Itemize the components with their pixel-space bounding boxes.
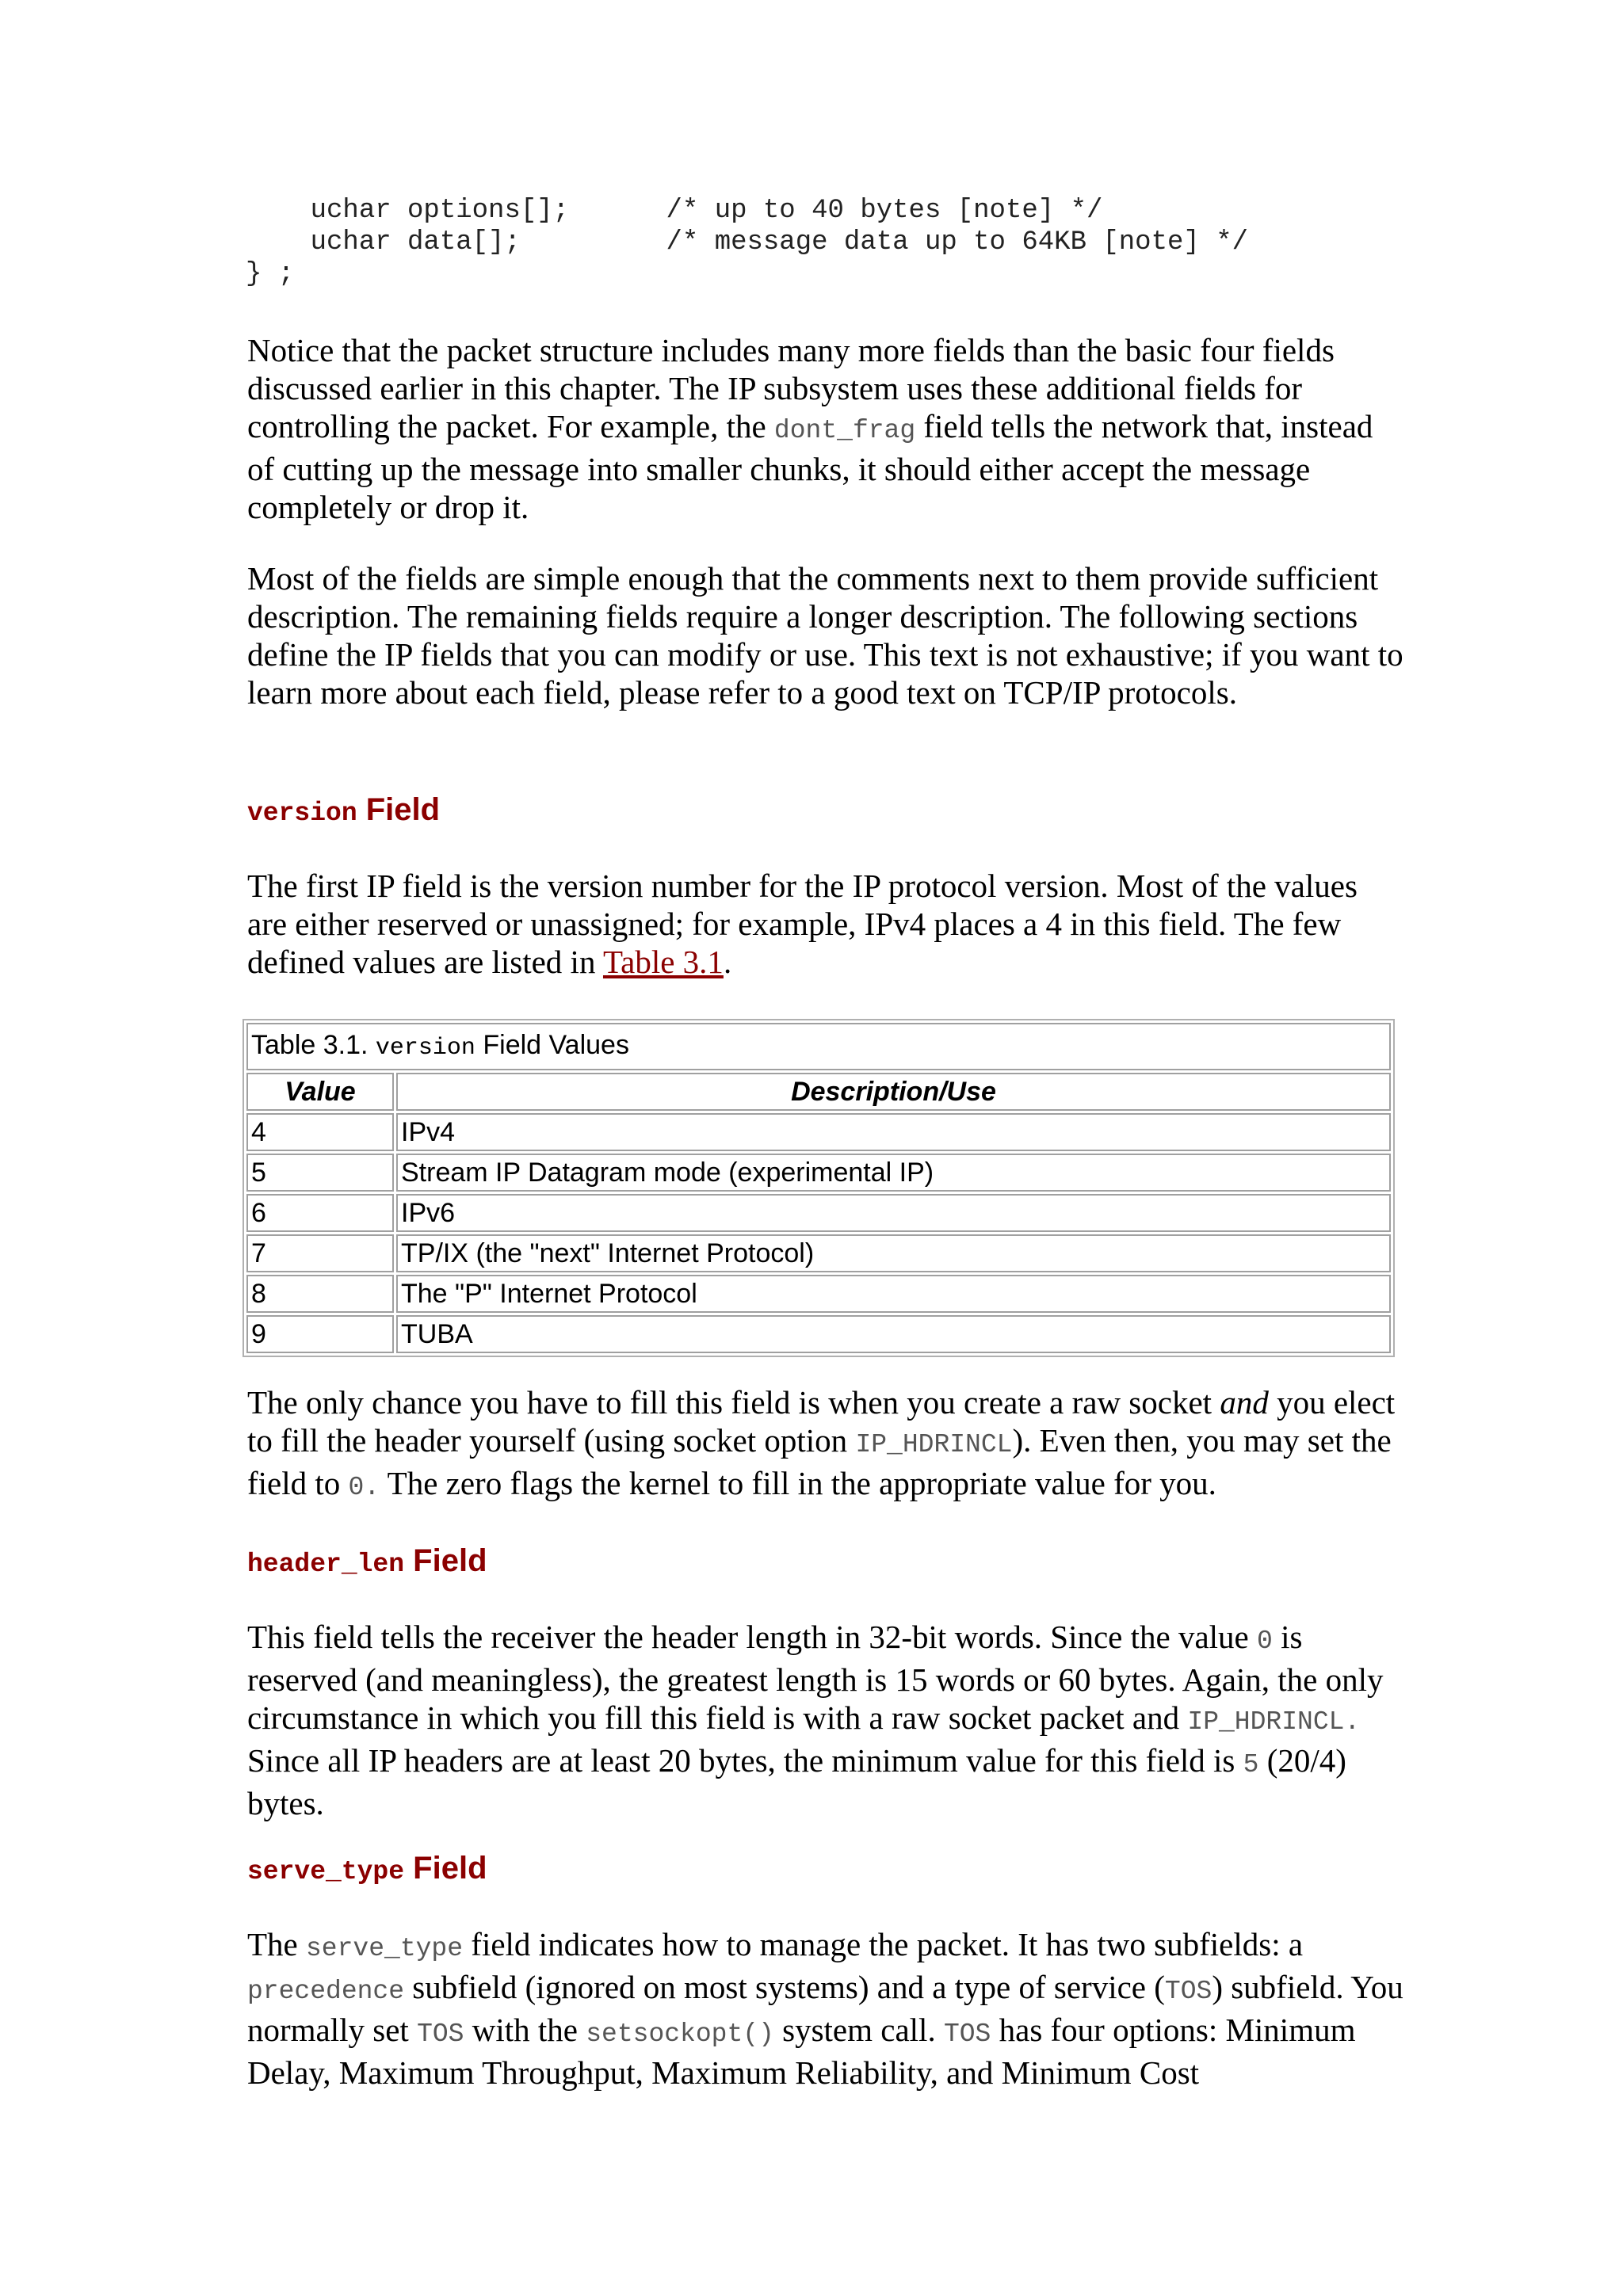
heading-code: version [247,799,357,828]
heading-code: header_len [247,1550,405,1579]
table-row [246,1275,1391,1313]
inline-code: 0 [1257,1627,1273,1656]
inline-code: precedence [247,1977,405,2006]
text-run: is reserved (and meaningless), the greatest length is 15 words or 60 bytes. Again, the only circumstance in which you fill this field is with a raw socket packet and [247,1619,1384,1736]
heading-text: Field [413,1543,487,1578]
text-run: The zero flags the kernel to fill in the appropriate value for you. [380,1465,1216,1501]
paragraph-serve-type [247,1925,1404,2092]
table-row [246,1113,1391,1151]
text-run: The first IP field is the version number for the IP protocol version. Most of the values are either reserved or unassigned; for example, IPv4 places a 4 in this field. The few defined values are listed in [247,868,1358,980]
table-row [246,1194,1391,1232]
text-run: This field tells the receiver the header length in 32-bit words. Since the value [247,1619,1258,1655]
inline-code: serve_type [306,1934,464,1963]
inline-code: TOS [943,2019,991,2049]
table-row [246,1315,1391,1353]
paragraph-fields-description: Most of the fields are simple enough that the comments next to them provide sufficient description. The remaining fields require a longer description. The following sections define the IP fields that you can modify or use. This text is not exhaustive; if you want to learn more about each field, please refer to a good text on TCP/IP protocols. [247,560,1403,711]
inline-code: TOS [417,2019,464,2049]
text-run: ) subfield. You normally set [247,1969,1403,2048]
heading-code: serve_type [247,1857,405,1886]
table-caption [246,1023,1391,1070]
column-header-description: Description/Use [396,1073,1391,1111]
table-header-row [246,1073,1391,1111]
cell-description: TUBA [396,1315,1391,1353]
text-run: you elect to fill the header yourself (using socket option [247,1384,1396,1459]
heading-text: Field [413,1851,487,1886]
caption-suffix: Field Values [483,1030,629,1060]
inline-code: 5 [1243,1750,1259,1779]
text-run: field indicates how to manage the packet. It has two subfields: a [463,1926,1304,1962]
code-line: } ; [246,259,295,289]
cell-value: 7 [246,1234,394,1272]
caption-prefix: Table 3.1. [251,1030,369,1060]
inline-code: dont_frag [773,416,916,445]
emphasis: and [1220,1384,1269,1421]
text-run: ). Even then, you may set the field to [247,1422,1392,1501]
cell-value: 8 [246,1275,394,1313]
text-run: (20/4) bytes. [247,1742,1346,1821]
inline-code: setsockopt() [586,2019,774,2049]
text-run: Since all IP headers are at least 20 bytes, the minimum value for this field is [247,1742,1243,1779]
cell-value: 9 [246,1315,394,1353]
cell-description: TP/IX (the "next" Internet Protocol) [396,1234,1391,1272]
text-run: with the [464,2012,586,2048]
code-line: uchar data[]; /* message data up to 64KB [note] */ [246,227,1249,257]
cell-value: 4 [246,1113,394,1151]
section-heading-header-len [247,1542,487,1584]
cell-description: The "P" Internet Protocol [396,1275,1391,1313]
cell-description: IPv6 [396,1194,1391,1232]
cell-value: 5 [246,1154,394,1192]
version-values-table [242,1019,1395,1357]
cell-value: 6 [246,1194,394,1232]
text-run: has four options: Minimum Delay, Maximum Throughput, Maximum Reliability, and Minimum Cost [247,2012,1356,2091]
code-line: uchar options[]; /* up to 40 bytes [note] */ [246,196,1103,226]
table-row [246,1154,1391,1192]
table-caption-row [246,1023,1391,1070]
inline-code: 0. [348,1473,380,1502]
section-heading-version [247,791,440,833]
text-run: Notice that the packet structure includes many more fields than the basic four fields discussed earlier in this chapter. The IP subsystem uses these additional fields for controlling the packet. For example, the [247,332,1335,444]
text-run: The [247,1926,306,1962]
inline-code: TOS [1164,1977,1212,2006]
caption-code: version [375,1035,475,1062]
inline-code: IP_HDRINCL [855,1430,1013,1459]
table-row [246,1234,1391,1272]
paragraph-packet-structure [247,331,1404,526]
code-snippet [246,195,1248,290]
column-header-value: Value [246,1073,394,1111]
cell-description: Stream IP Datagram mode (experimental IP) [396,1154,1391,1192]
text-run: field tells the network that, instead of cutting up the message into smaller chunks, it should either accept the message completely or drop it. [247,408,1373,525]
text-run: subfield (ignored on most systems) and a type of service ( [404,1969,1165,2005]
text-run: . [723,944,732,980]
section-heading-serve-type [247,1849,487,1891]
heading-text: Field [365,792,441,827]
table-3-1-link[interactable]: Table 3.1 [602,944,724,980]
paragraph-raw-socket [247,1383,1404,1507]
cell-description: IPv4 [396,1113,1391,1151]
paragraph-header-len [247,1618,1404,1822]
text-run: The only chance you have to fill this field is when you create a raw socket [247,1384,1220,1421]
inline-code: IP_HDRINCL. [1187,1707,1361,1737]
paragraph-version-field [247,867,1404,981]
text-run: system call. [773,2012,944,2048]
